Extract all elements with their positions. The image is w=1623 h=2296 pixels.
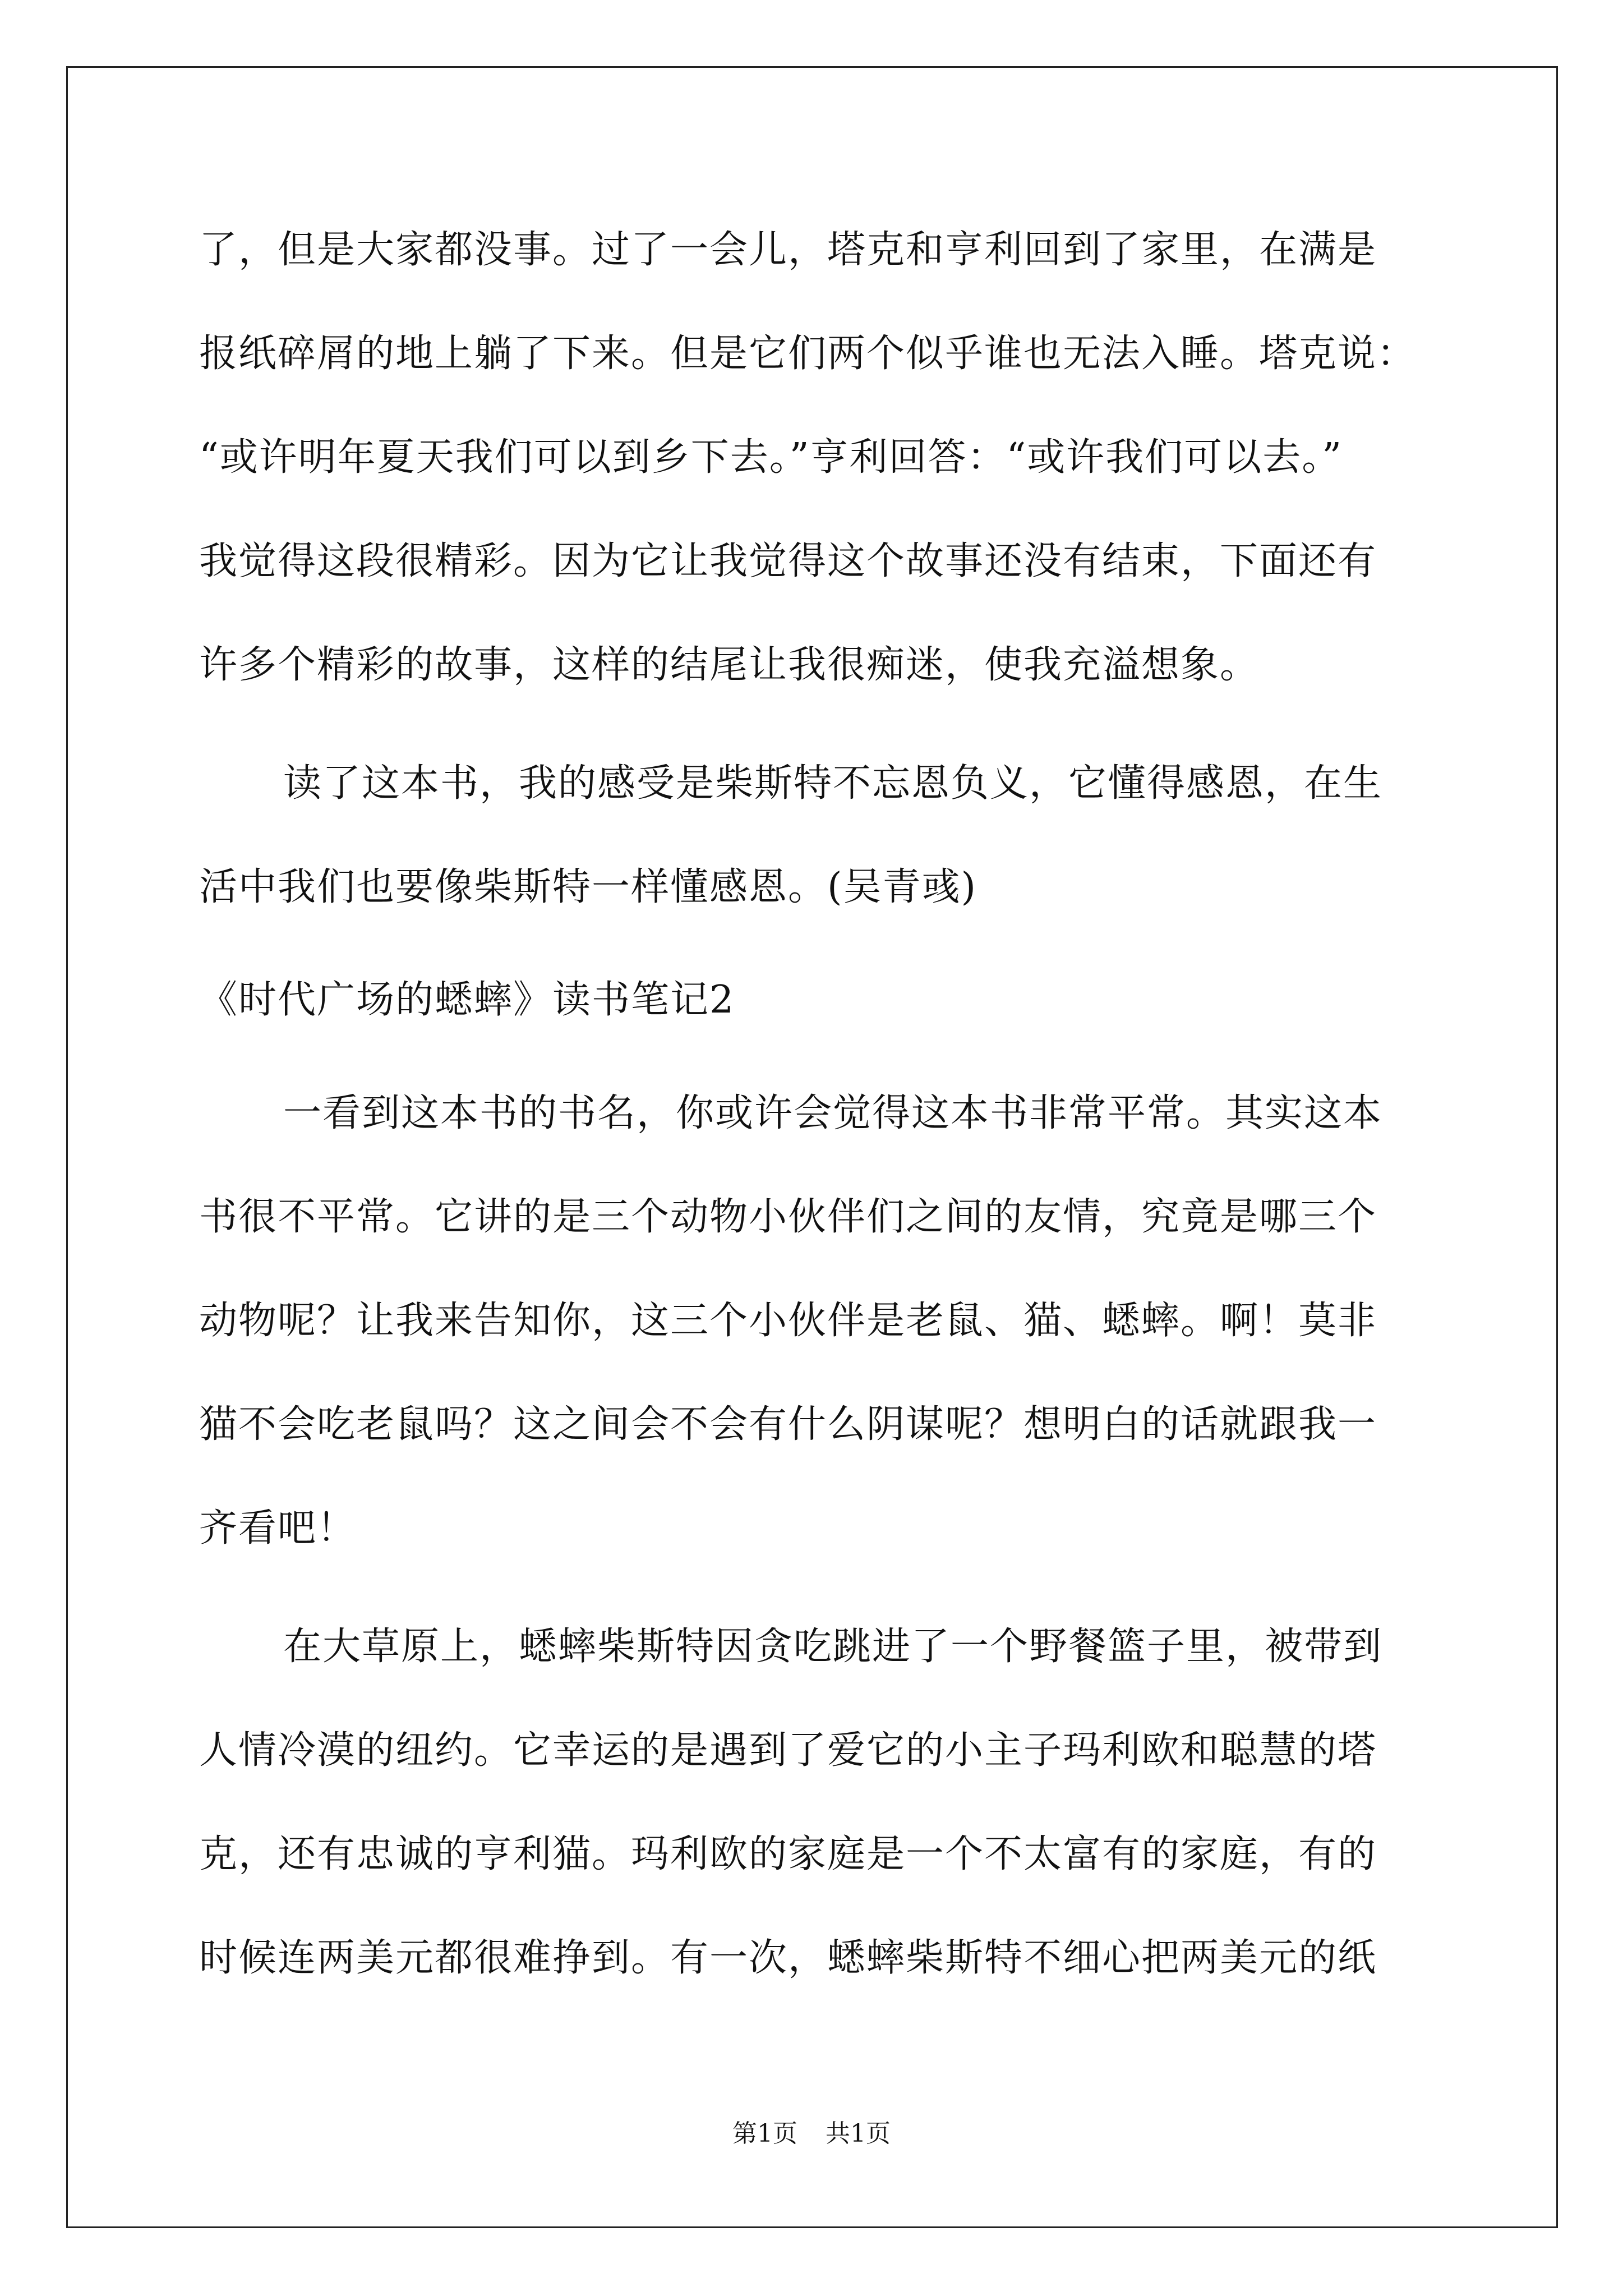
paragraph-first-line: 在大草原上，蟋蟀柴斯特因贪吃跳进了一个野餐篮子里，被带到 [283,1625,1383,1669]
section-heading: 《时代广场的蟋蟀》读书笔记2 [199,978,735,1022]
text-line: 报纸碎屑的地上躺了下来。但是它们两个似乎谁也无法入睡。塔克说： [199,332,1417,376]
text-line: 了，但是大家都没事。过了一会儿，塔克和亨利回到了家里，在满是 [199,228,1377,272]
text-line: “或许明年夏天我们可以到乡下去。”亨利回答：“或许我们可以去。” [199,435,1343,480]
paragraph-first-line: 一看到这本书的书名，你或许会觉得这本书非常平常。其实这本 [283,1091,1383,1135]
text-line: 时候连两美元都很难挣到。有一次，蟋蟀柴斯特不细心把两美元的纸 [199,1936,1377,1980]
text-line: 齐看吧！ [199,1506,357,1550]
page-number: 第1页 [732,2119,797,2148]
page-footer [0,2117,1623,2151]
text-line: 克，还有忠诚的亨利猫。玛利欧的家庭是一个不太富有的家庭，有的 [199,1832,1377,1876]
page-border [66,66,1558,2228]
text-line: 动物呢？让我来告知你，这三个小伙伴是老鼠、猫、蟋蟀。啊！莫非 [199,1299,1377,1343]
text-line: 书很不平常。它讲的是三个动物小伙伴们之间的友情，究竟是哪三个 [199,1195,1377,1239]
text-line: 活中我们也要像柴斯特一样懂感恩。(吴青彧) [199,865,978,909]
text-line: 我觉得这段很精彩。因为它让我觉得这个故事还没有结束，下面还有 [199,539,1377,583]
paragraph-first-line: 读了这本书，我的感受是柴斯特不忘恩负义，它懂得感恩，在生 [283,761,1383,806]
text-line: 猫不会吃老鼠吗？这之间会不会有什么阴谋呢？想明白的话就跟我一 [199,1402,1377,1447]
text-line: 人情冷漠的纽约。它幸运的是遇到了爱它的小主子玛利欧和聪慧的塔 [199,1728,1377,1773]
page-total: 共1页 [826,2119,891,2148]
text-line: 许多个精彩的故事，这样的结尾让我很痴迷，使我充溢想象。 [199,643,1260,687]
